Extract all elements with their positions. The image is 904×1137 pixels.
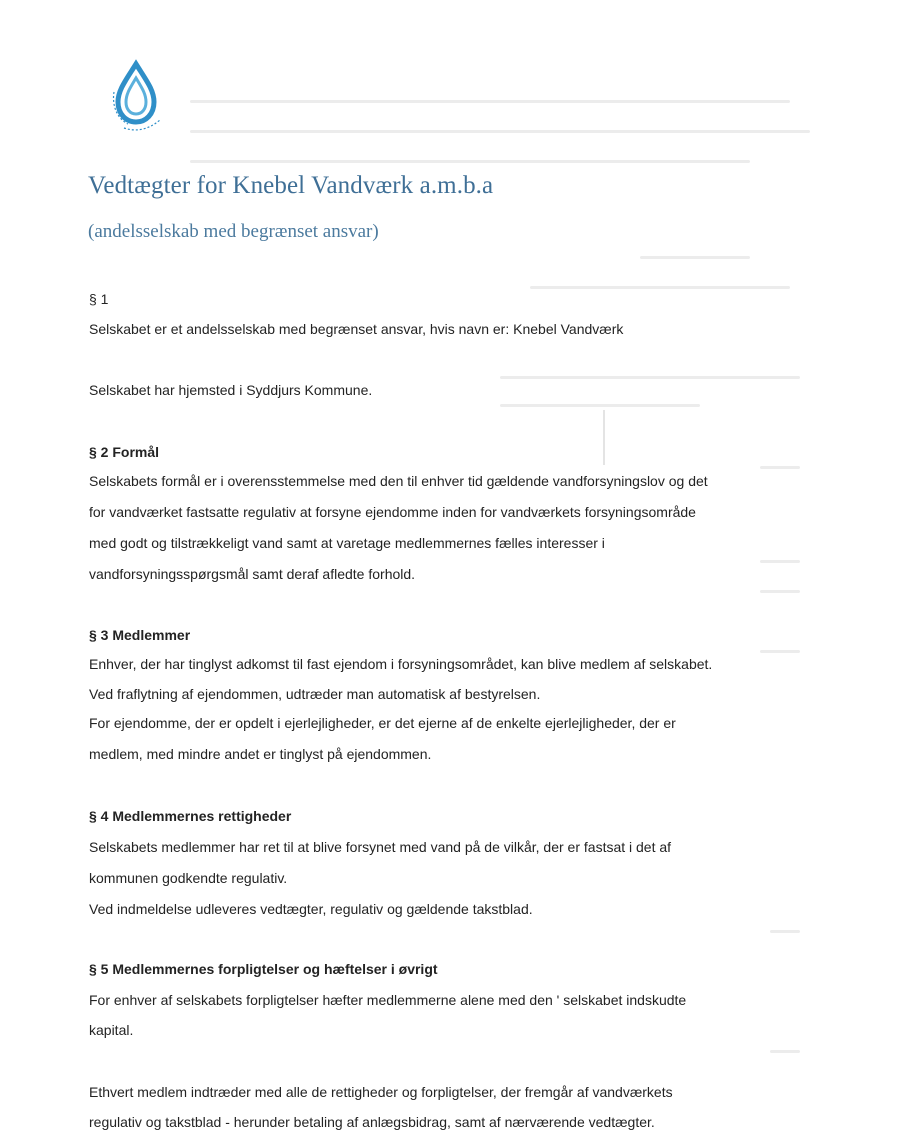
- section-5-text: Ethvert medlem indtræder med alle de rettigheder og forpligtelser, der fremgår af vandværkets: [89, 1084, 673, 1100]
- section-2-text: for vandværket fastsatte regulativ at forsyne ejendomme inden for vandværkets forsyningsområde: [89, 504, 696, 520]
- section-5-text: regulativ og takstblad - herunder betaling af anlægsbidrag, samt af nærværende vedtægter.: [89, 1114, 655, 1130]
- bleed-through-mark: [530, 286, 790, 289]
- bleed-through-mark: [190, 160, 750, 163]
- bleed-through-mark: [760, 466, 800, 469]
- bleed-through-mark: [500, 376, 800, 379]
- section-5-text: kapital.: [89, 1022, 134, 1038]
- section-1-text: Selskabet har hjemsted i Syddjurs Kommune.: [89, 382, 373, 398]
- section-3-text: Ved fraflytning af ejendommen, udtræder man automatisk af bestyrelsen.: [89, 686, 541, 702]
- document-title: Vedtægter for Knebel Vandværk a.m.b.a: [88, 172, 494, 199]
- section-3-text: For ejendomme, der er opdelt i ejerlejligheder, er det ejerne af de enkelte ejerlejligheder, der er: [89, 715, 676, 731]
- bleed-through-mark: [760, 650, 800, 653]
- bleed-through-mark: [760, 590, 800, 593]
- section-2-text: Selskabets formål er i overensstemmelse med den til enhver tid gældende vandforsyningslov og det: [89, 473, 708, 489]
- bleed-through-mark: [770, 930, 800, 933]
- section-4-text: Ved indmeldelse udleveres vedtægter, regulativ og gældende takstblad.: [89, 901, 533, 917]
- section-5-heading: § 5 Medlemmernes forpligtelser og hæftelser i øvrigt: [89, 961, 438, 977]
- bleed-through-mark: [770, 1050, 800, 1053]
- section-2-text: vandforsyningsspørgsmål samt deraf afledte forhold.: [89, 566, 416, 582]
- document-subtitle: (andelsselskab med begrænset ansvar): [88, 221, 379, 242]
- section-2-text: med godt og tilstrækkeligt vand samt at varetage medlemmernes fælles interesser i: [89, 535, 605, 551]
- section-3-heading: § 3 Medlemmer: [89, 627, 191, 643]
- section-4-heading: § 4 Medlemmernes rettigheder: [89, 808, 292, 824]
- bleed-through-mark: [760, 560, 800, 563]
- bleed-through-mark: [640, 256, 750, 259]
- section-4-text: kommunen godkendte regulativ.: [89, 870, 288, 886]
- section-3-text: Enhver, der har tinglyst adkomst til fast ejendom i forsyningsområdet, kan blive medlem af selskabet.: [89, 656, 713, 672]
- section-4-text: Selskabets medlemmer har ret til at blive forsynet med vand på de vilkår, der er fastsat i det af: [89, 839, 672, 855]
- section-1-heading: § 1: [89, 291, 109, 307]
- bleed-through-mark: [190, 100, 790, 103]
- section-5-text: For enhver af selskabets forpligtelser hæfter medlemmerne alene med den ' selskabet indskudte: [89, 992, 687, 1008]
- bleed-through-mark: [603, 410, 605, 465]
- section-1-text: Selskabet er et andelsselskab med begrænset ansvar, hvis navn er: Knebel Vandværk: [89, 321, 624, 337]
- bleed-through-mark: [500, 404, 700, 407]
- water-drop-logo-icon: [104, 58, 168, 132]
- section-3-text: medlem, med mindre andet er tinglyst på ejendommen.: [89, 746, 432, 762]
- section-2-heading: § 2 Formål: [89, 444, 160, 460]
- bleed-through-mark: [190, 130, 810, 133]
